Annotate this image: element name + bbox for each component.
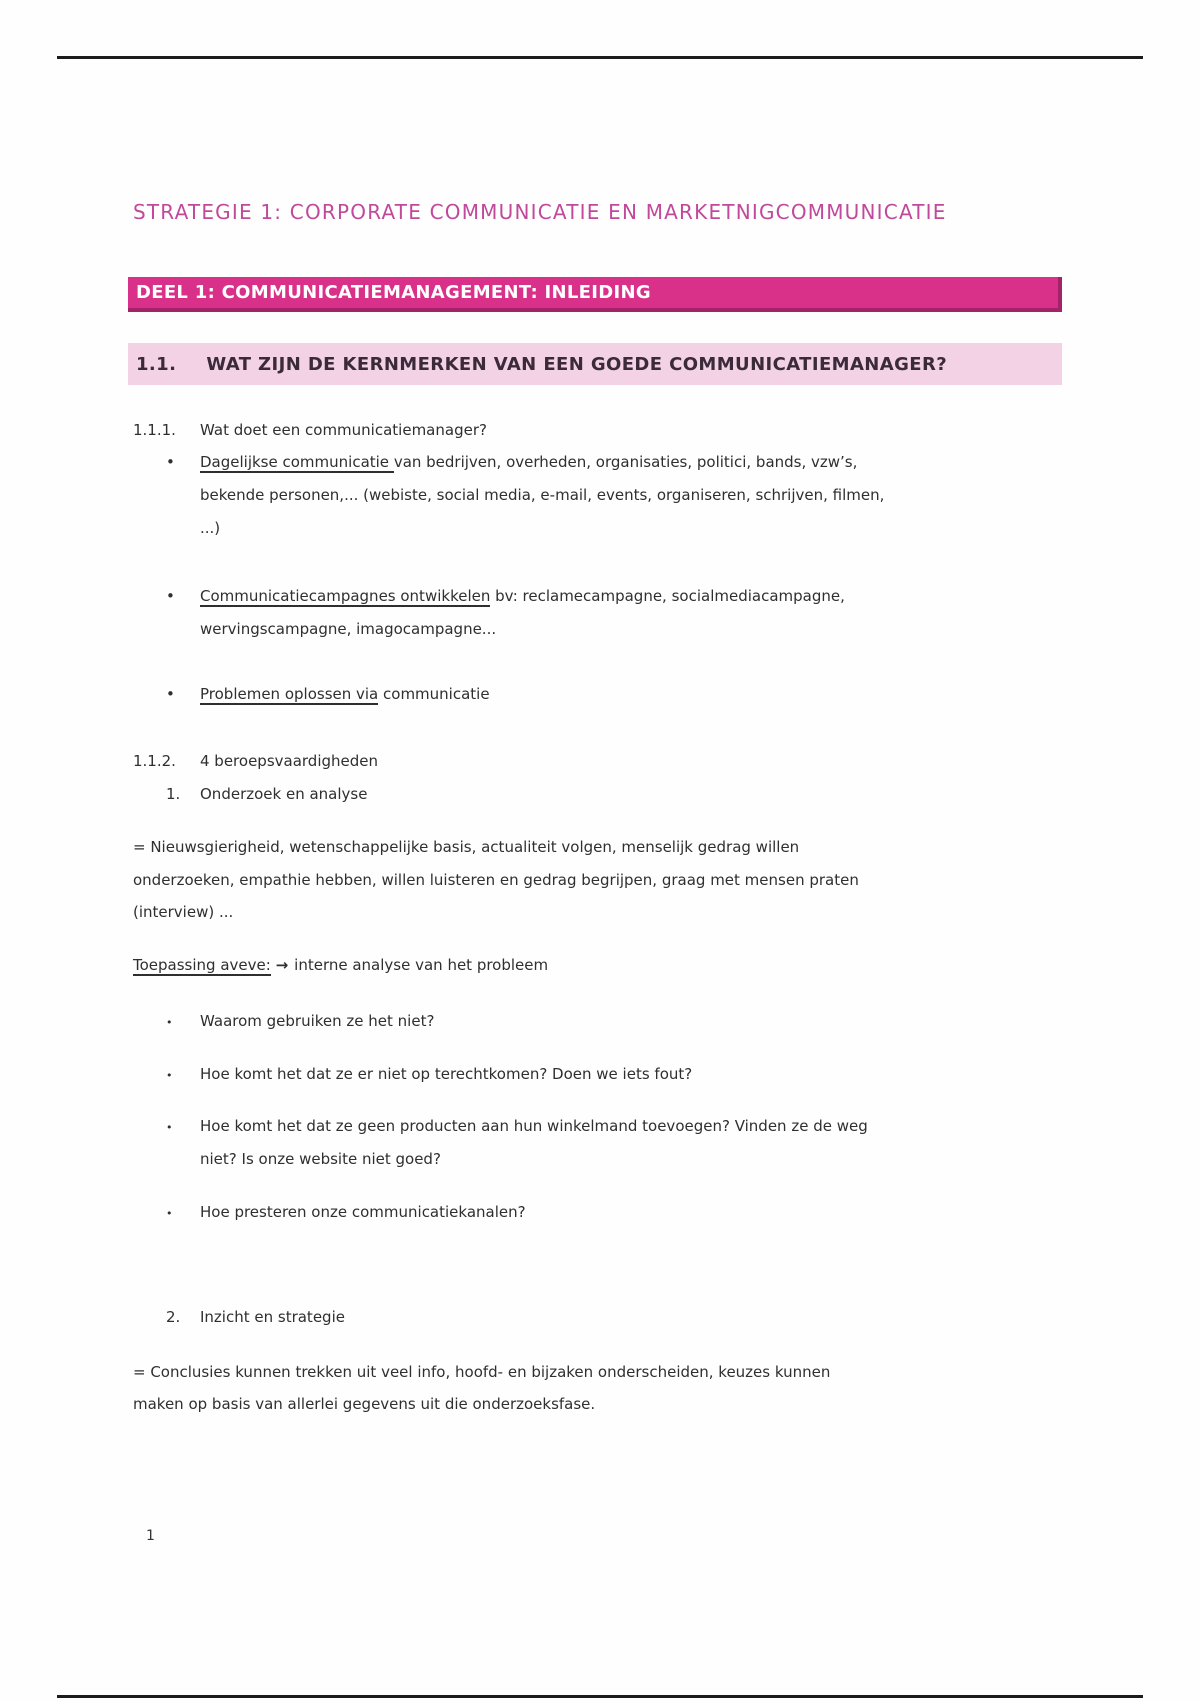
bullet-icon: • [166,587,175,605]
heading-1-1-2-text: 4 beroepsvaardigheden [200,752,379,770]
bullet-text: communicatie [378,685,490,703]
right-arrow-icon: → [275,956,289,974]
paragraph-text: maken op basis van allerlei gegevens uit die onderzoeksfase. [133,1395,596,1413]
question-bullet [166,1005,434,1039]
paragraph-line [133,896,233,929]
bullet-icon: • [166,1069,173,1082]
section-1-1-number: 1.1. [136,353,177,375]
deel1-banner-label: DEEL 1: COMMUNICATIEMANAGEMENT: INLEIDING [136,282,651,303]
bullet-text-underlined: Dagelijkse communicatie [200,453,394,471]
bullet-icon: • [166,685,175,703]
paragraph-line [133,1388,595,1421]
toepassing-label-underlined: Toepassing aveve: [133,956,271,974]
paragraph-text: (interview) ... [133,903,234,921]
bullet-icon: • [166,1121,173,1134]
numbered-item-1 [166,778,367,811]
bullet-text: bekende personen,... (webiste, social media, e-mail, events, organiseren, schrijven, filmen, [200,486,885,504]
paragraph-line [133,1356,830,1389]
bullet-icon: • [166,453,175,471]
bullet-icon: • [166,1016,173,1029]
bullet-text-continuation [200,512,220,545]
question-bullet [166,1058,692,1092]
numbered-item-1-text: Onderzoek en analyse [200,785,368,803]
heading-1-1-1-number: 1.1.1. [133,421,176,439]
bullet-text: bv: reclamecampagne, socialmediacampagne, [490,587,845,605]
page-number: 1 [146,1528,155,1544]
bullet-text-continuation [200,479,884,512]
section-1-1-header [128,343,1062,385]
heading-1-1-2-number: 1.1.2. [133,752,176,770]
numbered-item-2-text: Inzicht en strategie [200,1308,345,1326]
bullet-text: ...) [200,519,221,537]
bullet-text-underlined: Communicatiecampagnes ontwikkelen [200,587,491,605]
question-text: Hoe komt het dat ze geen producten aan hun winkelmand toevoegen? Vinden ze de weg [200,1117,868,1135]
toepassing-text: interne analyse van het probleem [294,956,549,974]
document-title: STRATEGIE 1: CORPORATE COMMUNICATIE EN MARKETNIGCOMMUNICATIE [133,200,947,224]
paragraph-line [133,831,799,864]
bullet-icon: • [166,1207,173,1220]
bullet-text: van bedrijven, overheden, organisaties, politici, bands, vzw’s, [393,453,858,471]
paragraph-text: onderzoeken, empathie hebben, willen luisteren en gedrag begrijpen, graag met mensen praten [133,871,859,889]
bullet-text-underlined: Problemen oplossen via [200,685,379,703]
question-text-continuation [200,1143,441,1176]
numbered-item-1-number: 1. [166,785,181,803]
bullet-item-campagnes [166,580,845,613]
bullet-item-problemen [166,678,490,711]
bullet-text-continuation [200,613,496,646]
bottom-border-line [57,1695,1143,1698]
question-text: niet? Is onze website niet goed? [200,1150,441,1168]
toepassing-line [133,949,548,982]
question-bullet [166,1196,526,1230]
bullet-text: wervingscampagne, imagocampagne... [200,620,497,638]
paragraph-line [133,864,859,897]
heading-1-1-2 [133,745,378,778]
heading-1-1-1 [133,414,487,447]
paragraph-text: = Nieuwsgierigheid, wetenschappelijke basis, actualiteit volgen, menselijk gedrag willen [133,838,800,856]
question-text: Waarom gebruiken ze het niet? [200,1012,435,1030]
top-border-line [57,56,1143,59]
question-text: Hoe presteren onze communicatiekanalen? [200,1203,526,1221]
numbered-item-2 [166,1301,345,1334]
numbered-item-2-number: 2. [166,1308,181,1326]
paragraph-text: = Conclusies kunnen trekken uit veel info, hoofd- en bijzaken onderscheiden, keuzes kunnen [133,1363,831,1381]
question-bullet [166,1110,868,1144]
bullet-item-dagelijkse [166,446,857,479]
heading-1-1-1-text: Wat doet een communicatiemanager? [200,421,487,439]
deel1-banner [128,277,1062,312]
question-text: Hoe komt het dat ze er niet op terechtkomen? Doen we iets fout? [200,1065,693,1083]
section-1-1-title: WAT ZIJN DE KERNMERKEN VAN EEN GOEDE COMMUNICATIEMANAGER? [206,353,948,375]
